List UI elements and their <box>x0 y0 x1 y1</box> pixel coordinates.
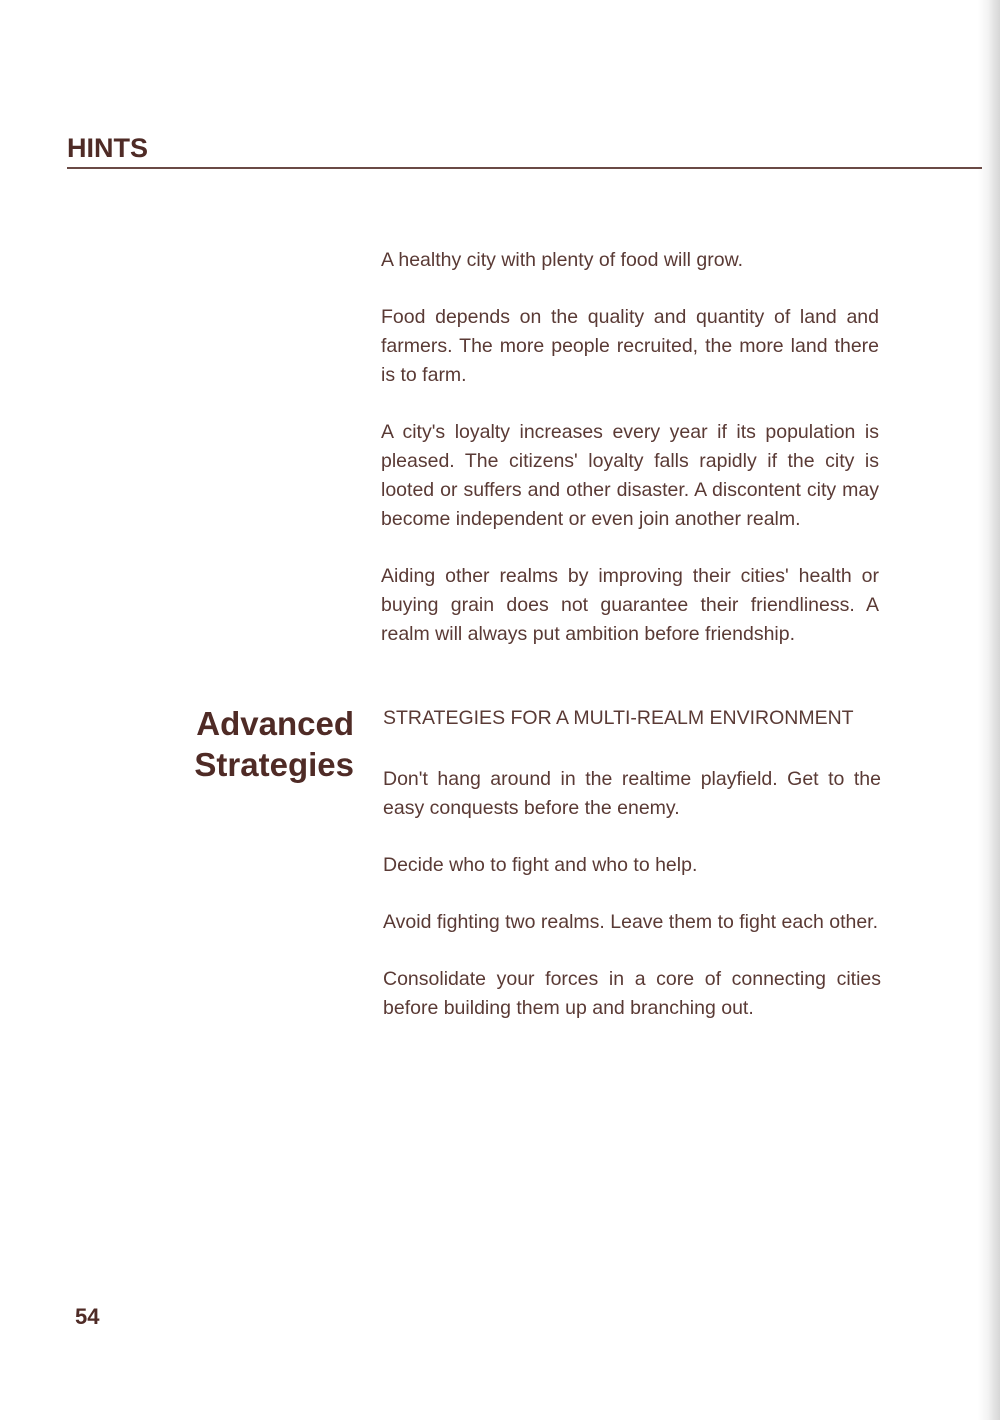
hint-paragraph: A healthy city with plenty of food will grow. <box>381 249 744 271</box>
header-divider <box>67 167 982 169</box>
strategy-paragraph: Don't hang around in the realtime playfield. Get to the easy conquests before the enemy. <box>383 768 881 819</box>
heading-line: Advanced <box>196 705 354 742</box>
section-title: HINTS <box>67 133 148 163</box>
hint-paragraph: Aiding other realms by improving their cities' health or buying grain does not guarantee their friendliness. A realm will always put ambition before friendship. <box>381 565 879 645</box>
strategies-subtitle: STRATEGIES FOR A MULTI-REALM ENVIRONMENT <box>383 707 854 729</box>
strategy-paragraph: Avoid fighting two realms. Leave them to fight each other. <box>383 911 879 933</box>
hint-paragraph: A city's loyalty increases every year if its population is pleased. The citizens' loyalty falls rapidly if the city is looted or suffers and other disaster. A discontent city may become independent or even join another realm. <box>381 421 879 530</box>
strategies-column <box>383 765 881 1051</box>
hints-column <box>381 246 879 677</box>
hint-paragraph: Food depends on the quality and quantity of land and farmers. The more people recruited, the more land there is to farm. <box>381 306 879 386</box>
page-number: 54 <box>75 1304 100 1329</box>
page-edge-shadow <box>978 0 1000 1420</box>
heading-line: Strategies <box>194 746 354 783</box>
strategy-paragraph: Decide who to fight and who to help. <box>383 854 698 876</box>
advanced-strategies-heading <box>194 703 354 785</box>
strategy-paragraph: Consolidate your forces in a core of connecting cities before building them up and branching out. <box>383 968 881 1019</box>
